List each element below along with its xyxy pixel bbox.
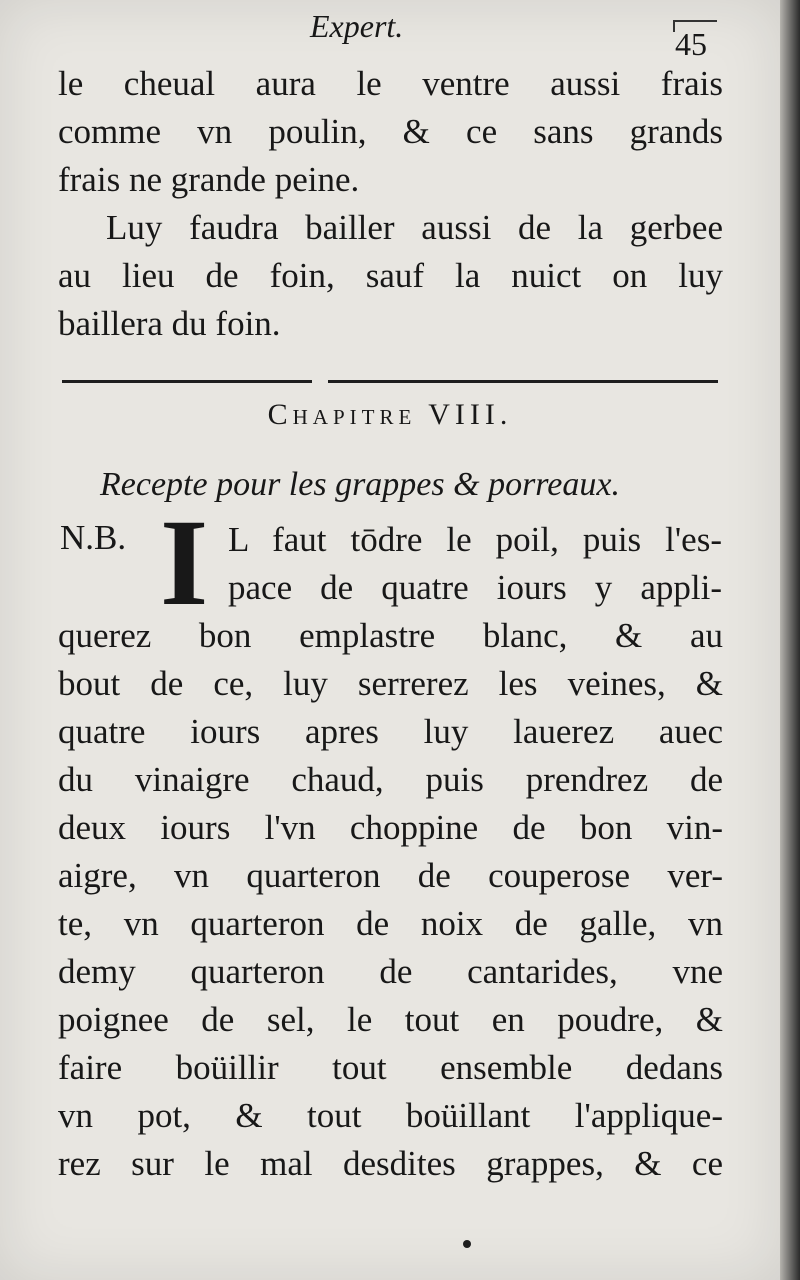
text-line: deux iours l'vn choppine de bon vin- xyxy=(58,808,723,847)
section-divider-gap xyxy=(312,376,328,386)
marginal-note-mark: N.B. xyxy=(60,518,127,557)
text-line: Luy faudra bailler aussi de la gerbee xyxy=(106,208,723,247)
text-line: baillera du foin. xyxy=(58,304,281,343)
text-line: te, vn quarteron de noix de galle, vn xyxy=(58,904,723,943)
page-number: 45 xyxy=(675,26,707,62)
chapter-heading: Chapitre VIII. xyxy=(267,398,513,431)
recipe-title: Recepte pour les grappes & porreaux. xyxy=(100,466,620,503)
text-line: demy quarteron de cantarides, vne xyxy=(58,952,723,991)
chapter-body xyxy=(58,612,723,1188)
text-line: vn pot, & tout boüillant l'applique- xyxy=(58,1096,723,1135)
signature-mark xyxy=(463,1240,471,1248)
text-line: poignee de sel, le tout en poudre, & xyxy=(58,1000,723,1039)
text-line: rez sur le mal desdites grappes, & ce xyxy=(58,1144,723,1183)
text-line: faire boüillir tout ensemble dedans xyxy=(58,1048,723,1087)
text-line: le cheual aura le ventre aussi frais xyxy=(58,64,723,103)
page-header xyxy=(0,8,780,62)
top-paragraphs xyxy=(58,60,723,348)
book-spine-shadow xyxy=(780,0,800,1280)
text-line: frais ne grande peine. xyxy=(58,160,360,199)
text-line: L faut tōdre le poil, puis l'es- xyxy=(228,520,722,559)
text-line: pace de quatre iours y appli- xyxy=(228,568,722,607)
text-line: aigre, vn quarteron de couperose ver- xyxy=(58,856,723,895)
drop-cap-letter: I xyxy=(160,494,209,631)
text-line: quatre iours apres luy lauerez auec xyxy=(58,712,723,751)
text-line: au lieu de foin, sauf la nuict on luy xyxy=(58,256,723,295)
text-line: querez bon emplastre blanc, & au xyxy=(58,616,723,655)
text-line: bout de ce, luy serrerez les veines, & xyxy=(58,664,723,703)
text-line: comme vn poulin, & ce sans grands xyxy=(58,112,723,151)
section-divider-rule xyxy=(62,380,718,383)
dropcap-lines xyxy=(228,516,722,612)
running-title: Expert. xyxy=(310,8,404,44)
text-line: du vinaigre chaud, puis prendrez de xyxy=(58,760,723,799)
